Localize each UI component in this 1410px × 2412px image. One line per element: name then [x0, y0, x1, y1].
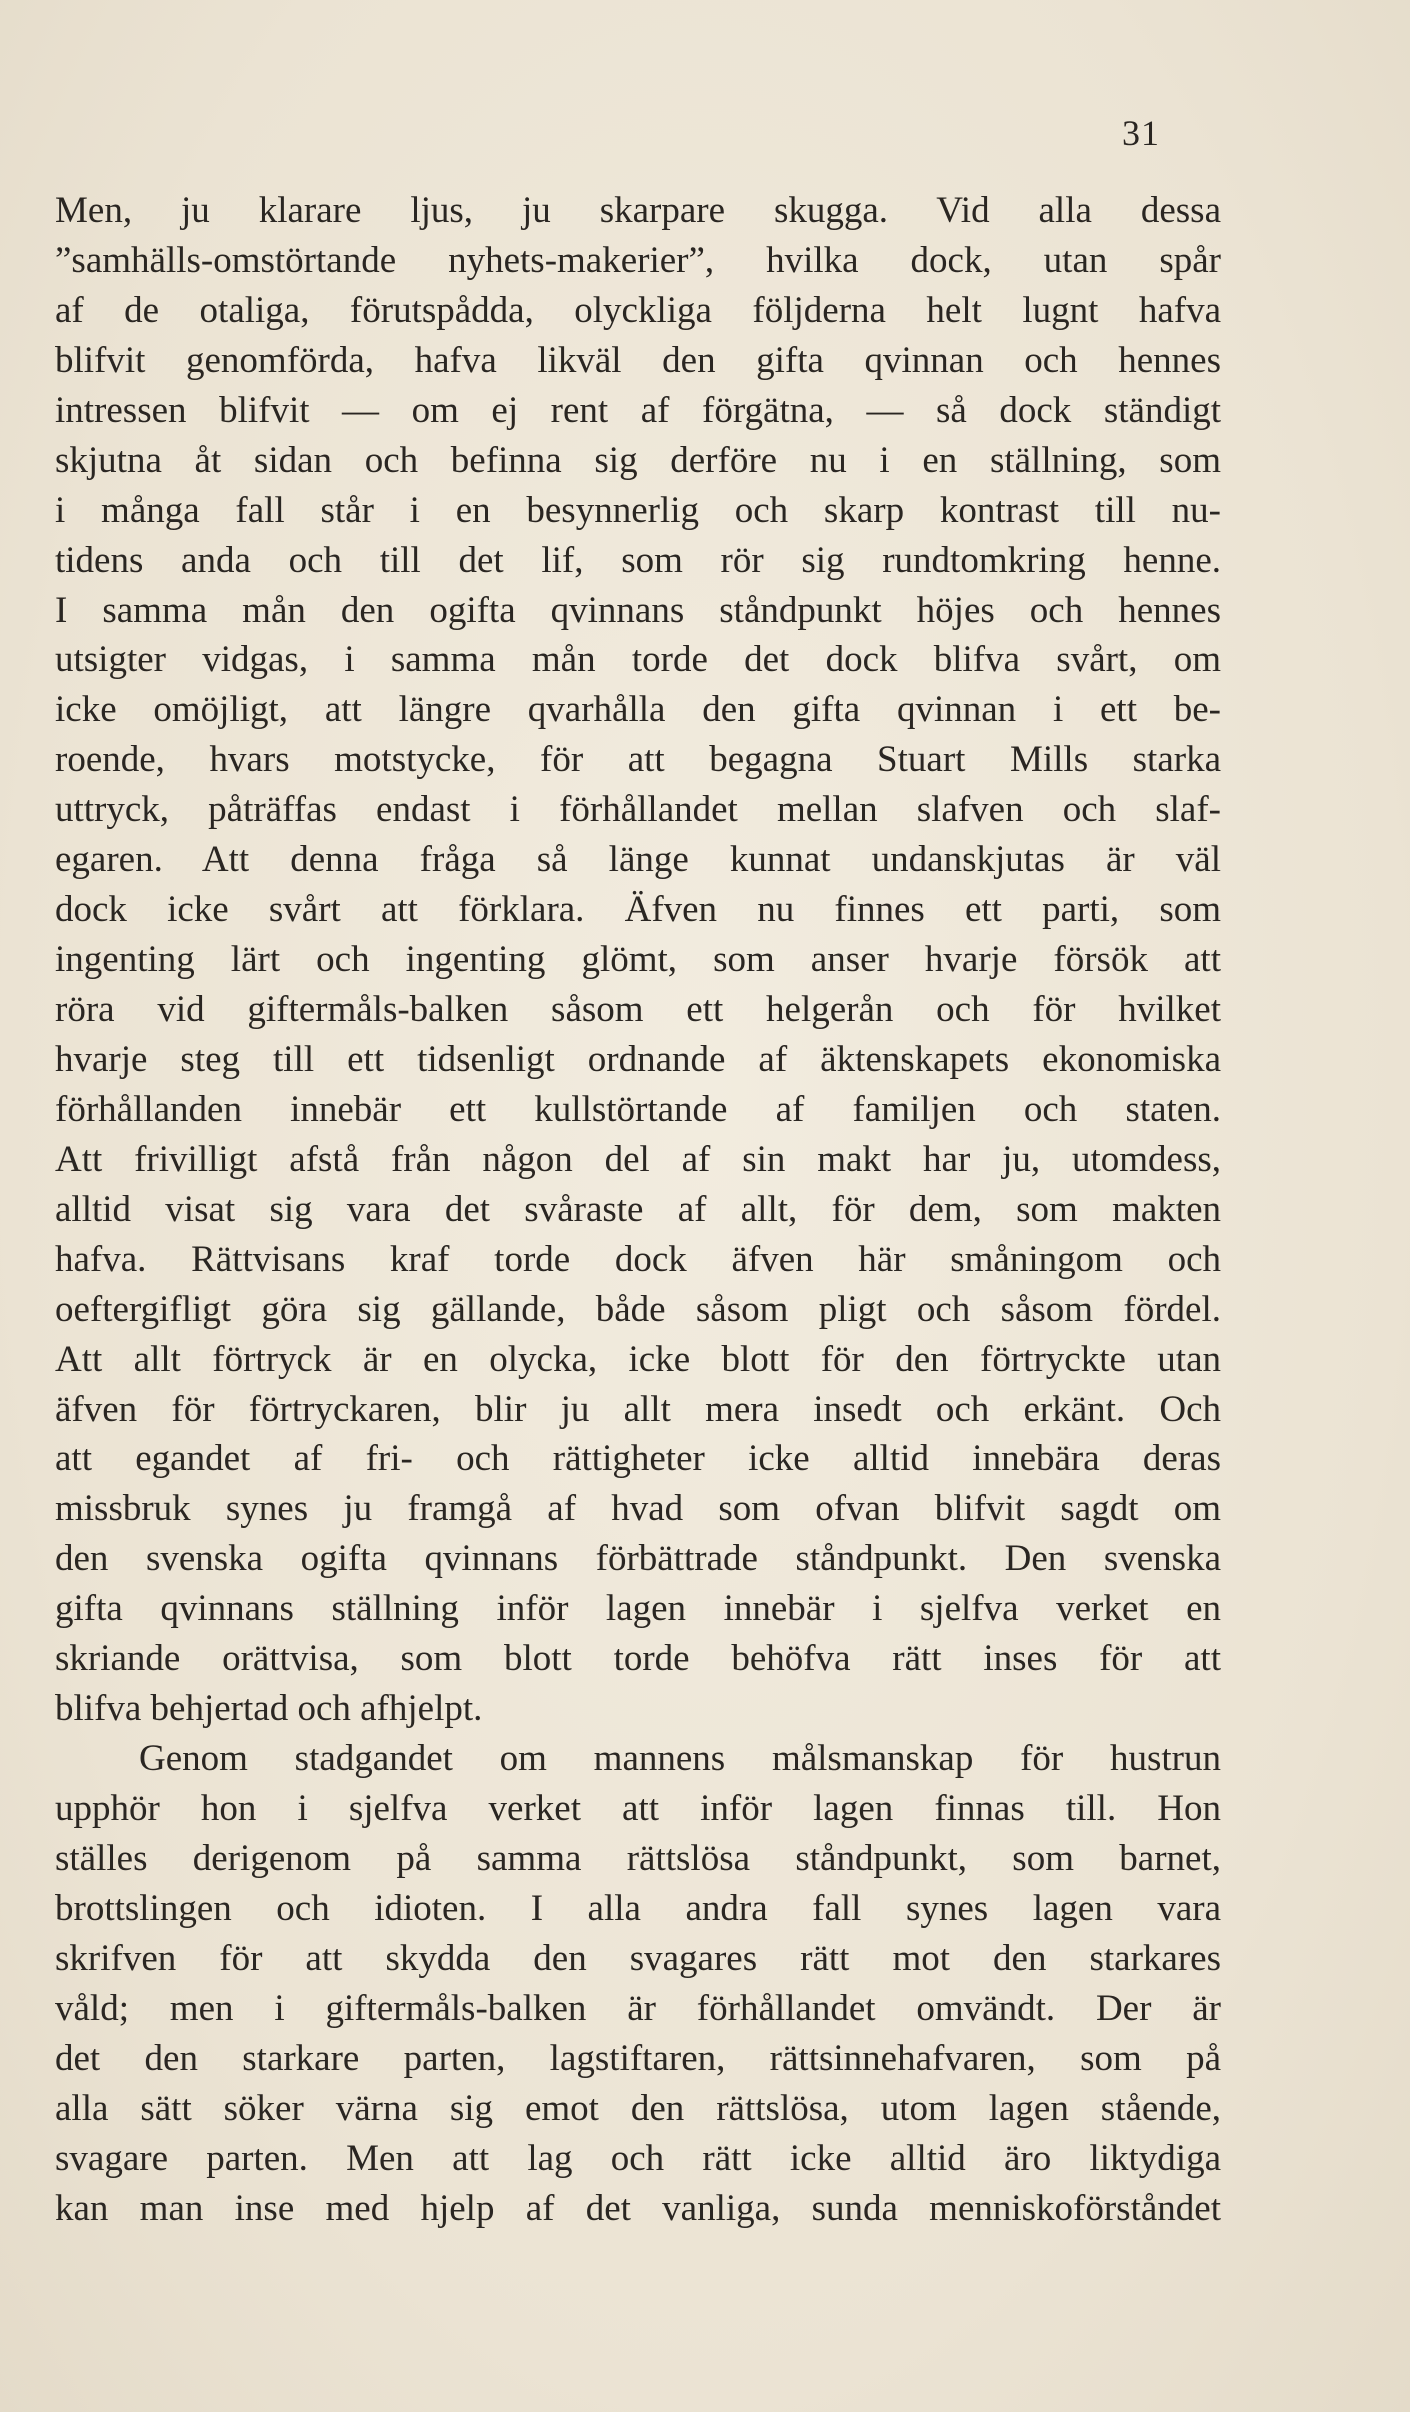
text-line: gifta qvinnans ställning inför lagen innebär i sjelfva verket en [55, 1588, 1221, 1630]
text-line: ingenting lärt och ingenting glömt, som anser hvarje försök att [55, 939, 1221, 981]
text-line: intressen blifvit — om ej rent af förgätna, — så dock ständigt [55, 389, 1221, 431]
text-line: I samma mån den ogifta qvinnans ståndpunkt höjes och hennes [55, 589, 1221, 631]
text-line: svagare parten. Men att lag och rätt icke alltid äro liktydiga [55, 2137, 1221, 2179]
text-line: Att allt förtryck är en olycka, icke blott för den förtryckte utan [55, 1338, 1221, 1380]
text-line: Men, ju klarare ljus, ju skarpare skugga. Vid alla dessa [55, 190, 1221, 231]
text-line: skriande orättvisa, som blott torde behöfva rätt inses för att [55, 1638, 1221, 1680]
text-line: tidens anda och till det lif, som rör sig rundtomkring henne. [55, 539, 1221, 581]
body-text [55, 186, 1221, 2233]
paragraph-start-line: Genom stadgandet om mannens målsmanskap för hustrun [139, 1738, 1221, 1780]
text-line: icke omöjligt, att längre qvarhålla den gifta qvinnan i ett be- [55, 689, 1221, 731]
text-line: upphör hon i sjelfva verket att inför lagen finnas till. Hon [55, 1788, 1221, 1829]
text-line: röra vid giftermåls-balken såsom ett helgerån och för hvilket [55, 989, 1221, 1030]
text-line: det den starkare parten, lagstiftaren, rättsinnehafvaren, som på [55, 2037, 1221, 2079]
text-line: att egandet af fri- och rättigheter icke alltid innebära deras [55, 1438, 1221, 1480]
text-line: den svenska ogifta qvinnans förbättrade ståndpunkt. Den svenska [55, 1538, 1221, 1580]
text-line: hvarje steg till ett tidsenligt ordnande af äktenskapets ekonomiska [55, 1038, 1221, 1080]
text-line: egaren. Att denna fråga så länge kunnat undanskjutas är väl [55, 839, 1221, 881]
text-line: våld; men i giftermåls-balken är förhållandet omvändt. Der är [55, 1987, 1221, 2029]
text-line: hafva. Rättvisans kraf torde dock äfven här småningom och [55, 1238, 1221, 1280]
text-line: uttryck, påträffas endast i förhållandet mellan slafven och slaf- [55, 789, 1221, 831]
text-line: äfven för förtryckaren, blir ju allt mera insedt och erkänt. Och [55, 1388, 1221, 1430]
text-line: Att frivilligt afstå från någon del af sin makt har ju, utomdess, [55, 1138, 1221, 1180]
text-line: i många fall står i en besynnerlig och skarp kontrast till nu- [55, 489, 1221, 531]
text-line: alltid visat sig vara det svåraste af allt, för dem, som makten [55, 1188, 1221, 1230]
text-line: skjutna åt sidan och befinna sig derföre nu i en ställning, som [55, 439, 1221, 481]
text-line: blifvit genomförda, hafva likväl den gifta qvinnan och hennes [55, 339, 1221, 381]
text-line: roende, hvars motstycke, för att begagna Stuart Mills starka [55, 739, 1221, 781]
text-line: dock icke svårt att förklara. Äfven nu finnes ett parti, som [55, 889, 1221, 931]
text-line: af de otaliga, förutspådda, olyckliga följderna helt lugnt hafva [55, 289, 1221, 331]
text-line: brottslingen och idioten. I alla andra fall synes lagen vara [55, 1887, 1221, 1929]
text-line: ”samhälls-omstörtande nyhets-makerier”, hvilka dock, utan spår [55, 239, 1221, 281]
text-line: oeftergifligt göra sig gällande, både såsom pligt och såsom fördel. [55, 1288, 1221, 1330]
text-line: skrifven för att skydda den svagares rätt mot den starkares [55, 1937, 1221, 1979]
text-line: alla sätt söker värna sig emot den rättslösa, utom lagen stående, [55, 2087, 1221, 2129]
page-number: 31 [1122, 113, 1160, 153]
text-line: missbruk synes ju framgå af hvad som ofvan blifvit sagdt om [55, 1488, 1221, 1530]
paragraph-end-line: blifva behjertad och afhjelpt. [55, 1688, 483, 1730]
text-line: förhållanden innebär ett kullstörtande af familjen och staten. [55, 1088, 1221, 1130]
text-line: ställes derigenom på samma rättslösa ståndpunkt, som barnet, [55, 1837, 1221, 1879]
text-line: kan man inse med hjelp af det vanliga, sunda menniskoförståndet [55, 2187, 1221, 2229]
text-line: utsigter vidgas, i samma mån torde det dock blifva svårt, om [55, 639, 1221, 681]
